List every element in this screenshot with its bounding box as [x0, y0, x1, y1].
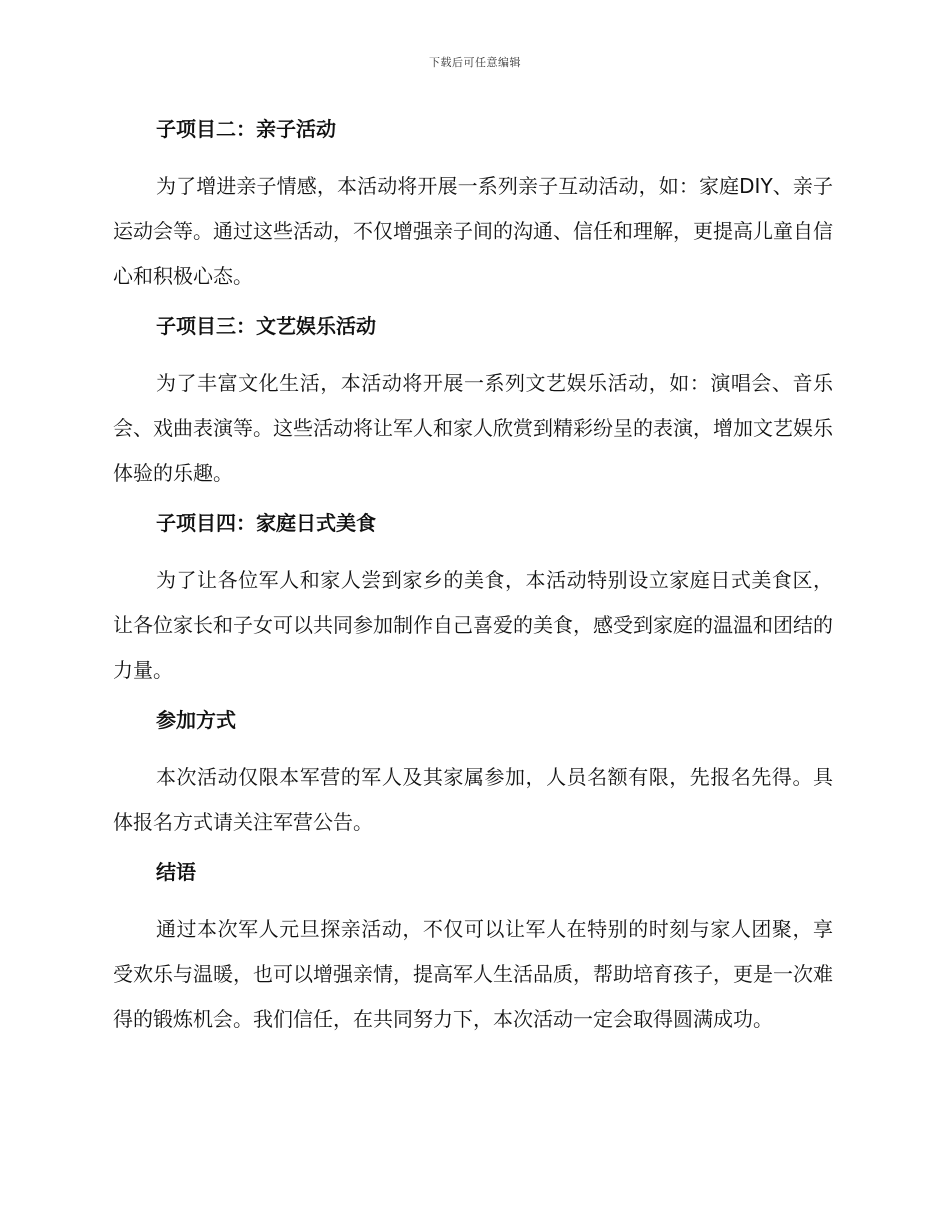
section-heading-parent-child: 子项目二：亲子活动 [156, 117, 336, 141]
document-body [113, 112, 833, 1052]
section-paragraph-conclusion: 通过本次军人元旦探亲活动，不仅可以让军人在特别的时刻与家人团聚，享受欢乐与温暖，也可以增强亲情，提高军人生活品质，帮助培育孩子，更是一次难得的锻炼机会。我们信任，在共同努力下，本次活动一定会取得圆满成功。 [113, 917, 833, 1031]
section-paragraph-family-food: 为了让各位军人和家人尝到家乡的美食，本活动特别设立家庭日式美食区，让各位家长和子女可以共同参加制作自己喜爱的美食，感受到家庭的温温和团结的力量。 [113, 568, 833, 682]
header-note: 下载后可任意编辑 [429, 56, 521, 69]
section-heading-conclusion: 结语 [156, 860, 196, 884]
section-paragraph-participation: 本次活动仅限本军营的军人及其家属参加，人员名额有限，先报名先得。具体报名方式请关注军营公告。 [113, 765, 833, 834]
section-heading-arts-entertainment: 子项目三：文艺娱乐活动 [156, 314, 376, 338]
section-heading-family-food: 子项目四：家庭日式美食 [156, 511, 376, 535]
section-paragraph-arts-entertainment: 为了丰富文化生活，本活动将开展一系列文艺娱乐活动，如：演唱会、音乐会、戏曲表演等。这些活动将让军人和家人欣赏到精彩纷呈的表演，增加文艺娱乐体验的乐趣。 [113, 371, 833, 485]
section-heading-participation: 参加方式 [156, 708, 236, 732]
section-paragraph-parent-child: 为了增进亲子情感，本活动将开展一系列亲子互动活动，如：家庭DIY、亲子运动会等。通过这些活动，不仅增强亲子间的沟通、信任和理解，更提高儿童自信心和积极心态。 [113, 174, 833, 288]
